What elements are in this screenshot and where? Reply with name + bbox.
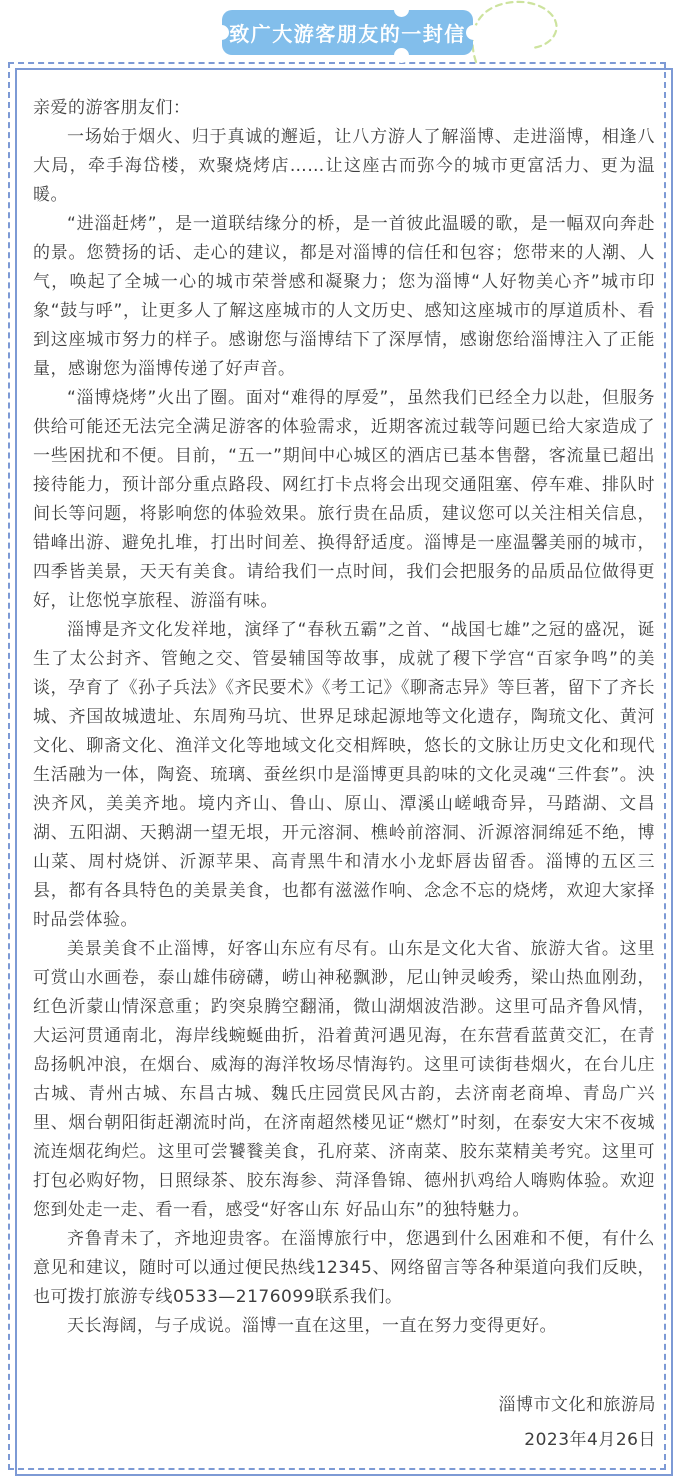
letter-salutation: 亲爱的游客朋友们： <box>33 98 191 118</box>
letter-paragraph: 淄博是齐文化发祥地，演绎了“春秋五霸”之首、“战国七雄”之冠的盛况，诞生了太公封齐、管鲍之交、管晏辅国等故事，成就了稷下学宫“百家争鸣”的美谈，孕育了《孙子兵法》《齐民要术》《考工记》《聊斋志异》等巨著，留下了齐长城、齐国故城遗址、东周殉马坑、世界足球起源地等文化遗存，陶琉文化、黄河文化、聊斋文化、渔洋文化等地域文化交相辉映，悠长的文脉让历史文化和现代生活融为一体，陶瓷、琉璃、蚕丝织巾是淄博更具韵味的文化灵魂“三件套”。泱泱齐风，美美齐地。境内齐山、鲁山、原山、潭溪山嵯峨奇异，马踏湖、文昌湖、五阳湖、天鹅湖一望无垠，开元溶洞、樵岭前溶洞、沂源溶洞绵延不绝，博山菜、周村烧饼、沂源苹果、高青黑牛和清水小龙虾唇齿留香。淄博的五区三县，都有各具特色的美景美食，也都有滋滋作响、念念不忘的烧烤，欢迎大家择时品尝体验。 <box>33 620 655 930</box>
signature-block <box>499 1390 657 1455</box>
signature-date: 2023年4月26日 <box>524 1430 656 1450</box>
banner-notch-right <box>466 25 481 40</box>
signature-organization: 淄博市文化和旅游局 <box>498 1395 656 1415</box>
letter-paragraph: 一场始于烟火、归于真诚的邂逅，让八方游人了解淄博、走进淄博，相逢八大局，牵手海岱楼，欢聚烧烤店……让这座古而弥今的城市更富活力、更为温暖。 <box>33 127 655 205</box>
leaf-curl-icon <box>466 0 570 64</box>
letter-body <box>15 68 673 1476</box>
banner-notch-top <box>394 2 409 17</box>
page-title: 致广大游客朋友的一封信 <box>229 22 466 46</box>
letter-paragraph: “淄博烧烤”火出了圈。面对“难得的厚爱”，虽然我们已经全力以赴，但服务供给可能还无法完全满足游客的体验需求，近期客流过载等问题已给大家造成了一些困扰和不便。目前，“五一”期间中心城区的酒店已基本售罄，客流量已超出接待能力，预计部分重点路段、网红打卡点将会出现交通阻塞、停车难、排队时间长等问题，将影响您的体验效果。旅行贵在品质，建议您可以关注相关信息，错峰出游、避免扎堆，打出时间差、换得舒适度。淄博是一座温馨美丽的城市，四季皆美景，天天有美食。请给我们一点时间，我们会把服务的品质品位做得更好，让您悦享旅程、游淄有味。 <box>33 388 655 611</box>
letter-paragraph: 天长海阔，与子成说。淄博一直在这里，一直在努力变得更好。 <box>67 1316 557 1336</box>
header-banner <box>222 10 473 55</box>
letter-paragraph: “进淄赶烤”，是一道联结缘分的桥，是一首彼此温暖的歌，是一幅双向奔赴的景。您赞扬的话、走心的建议，都是对淄博的信任和包容；您带来的人潮、人气，唤起了全城一心的城市荣誉感和凝聚力；您为淄博“人好物美心齐”城市印象“鼓与呼”，让更多人了解这座城市的人文历史、感知这座城市的厚道质朴、看到这座城市努力的样子。感谢您与淄博结下了深厚情，感谢您给淄博注入了正能量，感谢您为淄博传递了好声音。 <box>33 214 655 379</box>
letter-paragraph: 美景美食不止淄博，好客山东应有尽有。山东是文化大省、旅游大省。这里可赏山水画卷，泰山雄伟磅礴，崂山神秘飘渺，尼山钟灵峻秀，梁山热血刚劲，红色沂蒙山情深意重；趵突泉腾空翻涌，微山湖烟波浩渺。这里可品齐鲁风情，大运河贯通南北，海岸线蜿蜒曲折，沿着黄河遇见海，在东营看蓝黄交汇，在青岛扬帆冲浪，在烟台、威海的海洋牧场尽情海钓。这里可读街巷烟火，在台儿庄古城、青州古城、东昌古城、魏氏庄园赏民风古韵，去济南老商埠、青岛广兴里、烟台朝阳街赶潮流时尚，在济南超然楼见证“燃灯”时刻，在泰安大宋不夜城流连烟花绚烂。这里可尝饕餮美食，孔府菜、济南菜、胶东菜精美考究。这里可打包必购好物，日照绿茶、胶东海参、菏泽鲁锦、德州扒鸡给人嗨购体验。欢迎您到处走一走、看一看，感受“好客山东 好品山东”的独特魅力。 <box>33 939 655 1220</box>
banner-notch-bottom <box>394 48 409 63</box>
letter-paragraph: 齐鲁青未了，齐地迎贵客。在淄博旅行中，您遇到什么困难和不便，有什么意见和建议，随时可以通过便民热线12345、网络留言等各种渠道向我们反映，也可拨打旅游专线0533—2176099联系我们。 <box>33 1229 655 1307</box>
banner-notch-left <box>214 25 229 40</box>
